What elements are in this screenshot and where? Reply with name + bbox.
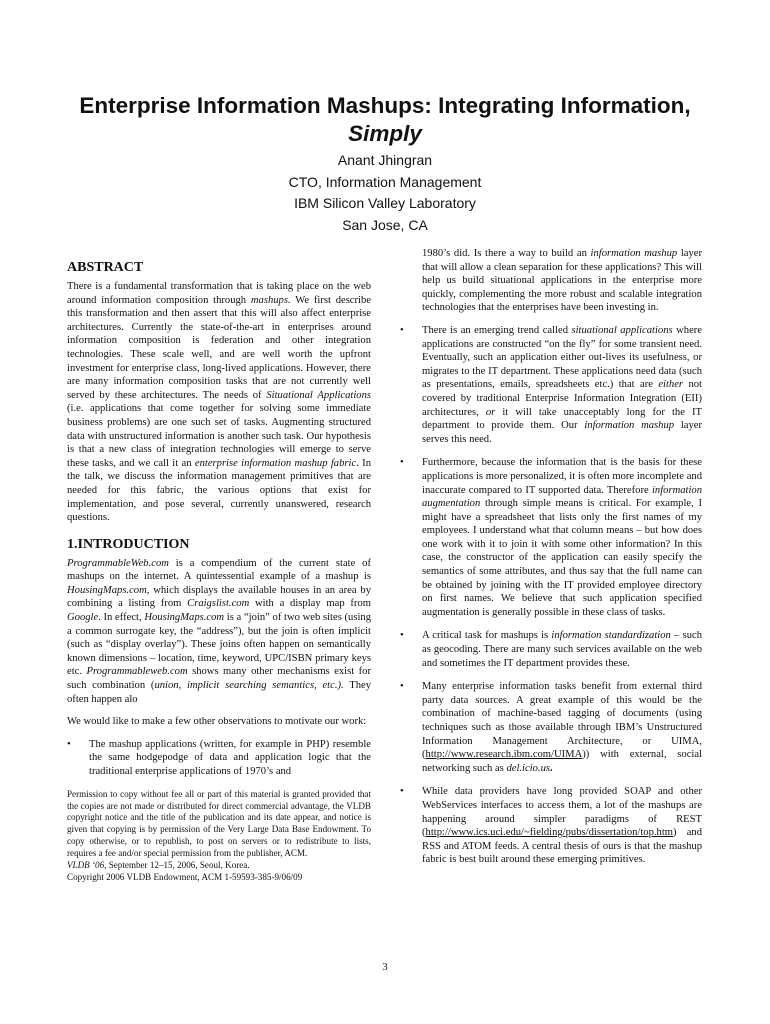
bullet-icon: • xyxy=(400,681,404,693)
uima-link[interactable]: http://www.research.ibm.com/UIMA xyxy=(425,749,583,761)
author-block xyxy=(40,150,730,236)
author-organization: IBM Silicon Valley Laboratory xyxy=(294,195,476,211)
bullet-icon: • xyxy=(400,630,404,642)
abstract-heading: ABSTRACT xyxy=(67,260,144,275)
observations-intro: We would like to make a few other observations to motivate our work: xyxy=(67,716,367,728)
list-item: • While data providers have long provided SOAP and other WebServices interfaces to access them, a lot of the mashups are happening around simpler paradigms of REST (http://www.ics.uci.edu/~fielding/pubs/dissertation/top.htm) and RSS and ATOM feeds. A central thesis of ours is that the mashup fabric is best built around these emerging primitives. xyxy=(400,786,702,866)
continued-paragraph: 1980’s did. Is there a way to build an information mashup layer that will allow a clean separation for these applications? This will help us build situational applications in the enterprise more quickly, complementing the more robust and scalable integration technologies that the enterprises have been investing in. xyxy=(422,248,703,314)
author-position: CTO, Information Management xyxy=(288,173,482,190)
left-column xyxy=(67,259,371,884)
title-line-1: Enterprise Information Mashups: Integrating Information, xyxy=(79,93,691,118)
bullet-icon: • xyxy=(400,324,404,336)
list-item: • Many enterprise information tasks benefit from external third party data sources. A great example of this would be the combination of machine-based tagging of documents (using techniques such as those available through IBM’s Unstructured Information Management Architecture, or UIMA, (http://www.research.ibm.com/UIMA)) with external, social networking such as del.icio.us. xyxy=(400,681,702,774)
observations-list-left xyxy=(67,738,371,779)
bullet-icon: • xyxy=(400,786,404,798)
author-name: Anant Jhingran xyxy=(337,152,433,168)
list-item: • There is an emerging trend called situational applications where applications are constructed “on the fly” for some transient need. Eventually, such an application either out-lives its usefulness, or migrates to the IT department. These applications need data (such as presentations, emails, spreadsheets etc.) that are either not covered by traditional Enterprise Information Integration (EII) architectures, or it will take unacceptably long for the IT department to provide them. Our information mashup layer serves this need. xyxy=(400,324,703,445)
page-number: 3 xyxy=(382,962,388,973)
list-item: • Furthermore, because the information that is the basis for these applications is more personalized, it is often more incomplete and inaccurate compared to IT supported data. Therefore information augmentation through simple means is critical. For example, I might have a spreadsheet that lists only the first names of my employees. I understand what that column means – but how does one work with it to join it with some other information? In this case, the constructor of the application can easily specify the semantics of some attributes, and thus say that the full name can be obtained by joining with the IT provided employee directory on first names. We believe that such application specified augmentation is generally possible in these class of tasks. xyxy=(400,457,702,618)
abstract-paragraph: There is a fundamental transformation that is taking place on the web around information composition through mashups. We first describe this transformation and then assert that this will also affect enterprise architectures. Currently the state-of-the-art in enterprises around information composition is federation and other integration technologies. These scale well, and are well worth the upfront investment for enterprise class, long-lived applications. However, there are many information composition tasks that are not currently well served by these architectures. The needs of Situational Applications (i.e. applications that come together for solving some immediate business problems) are one such set of tasks. Augmenting structured data with unstructured information is another such task. Our hypothesis is that a new class of integration technologies will emerge to serve these tasks, and we call it an enterprise information mashup fabric. In the talk, we discuss the information management primitives that are needed for this fabric, the various options that exist for implementation, and pose several, currently unanswered, research questions. xyxy=(67,281,371,524)
introduction-heading: 1.INTRODUCTION xyxy=(67,536,190,552)
paper-title xyxy=(40,92,730,148)
introduction-paragraph: ProgrammableWeb.com is a compendium of the current state of mashups on the internet. A quintessential example of a mashup is HousingMaps.com, which displays the available houses in an area by combining a listing from Craigslist.com with a display map from Google. In effect, HousingMaps.com is a “join” of two web sites (using a common surrogate key, the “address”), but the join is often implicit (such as “display overlay”). These joins often happen on semantically known dimensions – location, time, keyword, UPC/ISBN primary keys etc. Programmableweb.com shows many other mechanisms exist for such combination (union, implicit searching semantics, etc.). They often happen alo xyxy=(67,557,371,705)
bullet-icon: • xyxy=(67,738,71,750)
observations-list-right xyxy=(400,324,702,867)
bullet-icon: • xyxy=(400,457,404,469)
title-line-2: Simply xyxy=(348,121,422,146)
right-column xyxy=(400,247,702,877)
rest-dissertation-link[interactable]: http://www.ics.uci.edu/~fielding/pubs/dissertation/top.htm xyxy=(425,827,674,839)
list-item: • A critical task for mashups is information standardization – such as geocoding. There are many such services available on the web and sometimes the IT department provides these. xyxy=(400,630,702,669)
author-location: San Jose, CA xyxy=(342,216,428,233)
list-item: • The mashup applications (written, for example in PHP) resemble the same hodgepodge of data and application logic that the traditional enterprise applications of 1970’s and xyxy=(67,738,371,777)
permission-notice: Permission to copy without fee all or part of this material is granted provided that the copies are not made or distributed for direct commercial advantage, the VLDB copyright notice and the title of the publication and its date appear, and notice is given that copying is by permission of the Very Large Data Base Endowment. To copy otherwise, or to republish, to post on servers or to redistribute to lists, requires a fee and/or special permission from the publisher, ACM. VLDB ‘06, September 12–15, 2006, Seoul, Korea. Copyright 2006 VLDB Endowment, ACM 1-59593-385-9/06/09 xyxy=(67,788,371,882)
